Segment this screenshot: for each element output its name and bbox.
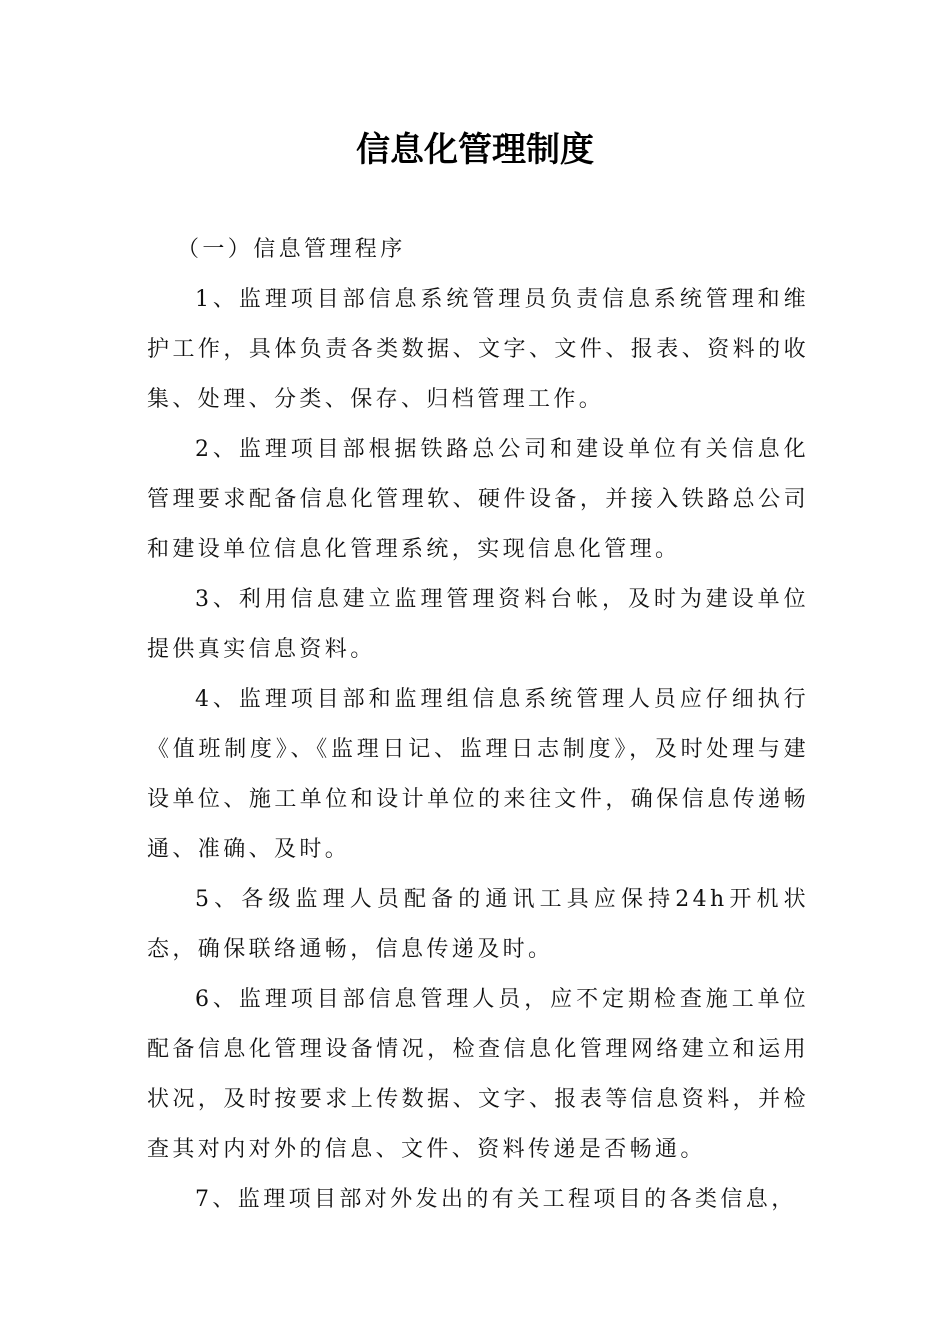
- section-heading: （一）信息管理程序: [177, 237, 406, 262]
- document-body: [147, 225, 809, 1225]
- paragraph-2: 2、监理项目部根据铁路总公司和建设单位有关信息化管理要求配备信息化管理软、硬件设备，并接入铁路总公司和建设单位信息化管理系统，实现信息化管理。: [147, 437, 809, 562]
- paragraph-4: 4、监理项目部和监理组信息系统管理人员应仔细执行《值班制度》、《监理日记、监理日志制度》，及时处理与建设单位、施工单位和设计单位的来往文件，确保信息传递畅通、准确、及时。: [147, 687, 809, 862]
- paragraph-1: 1、监理项目部信息系统管理员负责信息系统管理和维护工作，具体负责各类数据、文字、文件、报表、资料的收集、处理、分类、保存、归档管理工作。: [147, 287, 809, 412]
- paragraph-6: 6、监理项目部信息管理人员，应不定期检查施工单位配备信息化管理设备情况，检查信息化管理网络建立和运用状况，及时按要求上传数据、文字、报表等信息资料，并检查其对内对外的信息、文件、资料传递是否畅通。: [147, 987, 809, 1162]
- paragraph-7: 7、监理项目部对外发出的有关工程项目的各类信息，: [195, 1187, 797, 1212]
- paragraph-3: 3、利用信息建立监理管理资料台帐，及时为建设单位提供真实信息资料。: [147, 587, 809, 662]
- paragraph-5: 5、各级监理人员配备的通讯工具应保持24h开机状态，确保联络通畅，信息传递及时。: [147, 887, 809, 962]
- document-title: 信息化管理制度: [356, 130, 594, 170]
